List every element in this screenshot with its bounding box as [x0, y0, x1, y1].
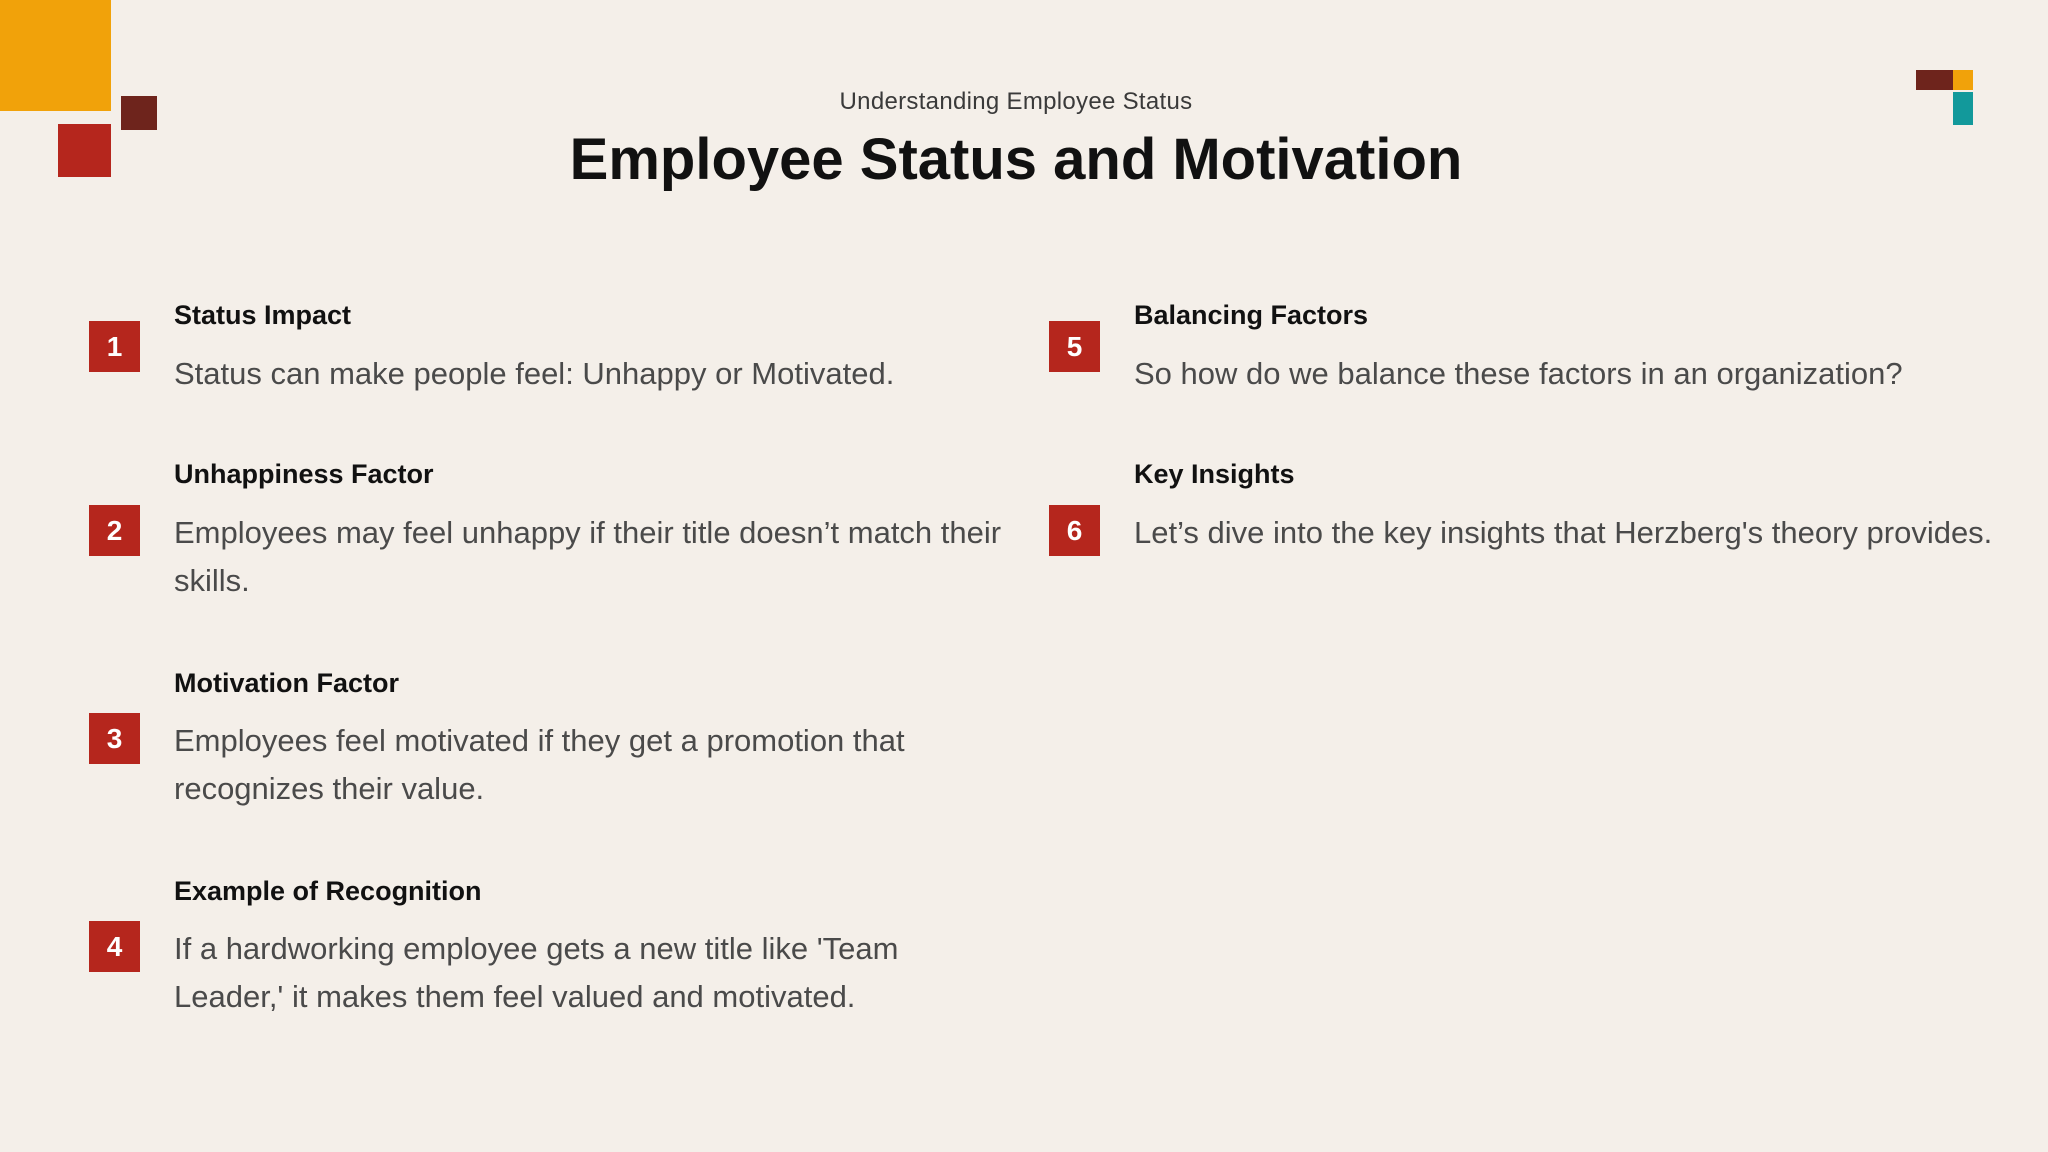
item-number-badge: 5	[1049, 321, 1100, 372]
item-body: Status can make people feel: Unhappy or Motivated.	[174, 356, 895, 391]
item-body: If a hardworking employee gets a new title like 'Team Leader,' it makes them feel valued and motivated.	[174, 931, 899, 1014]
item-heading: Motivation Factor	[174, 668, 400, 698]
slide-title: Employee Status and Motivation	[569, 127, 1463, 192]
item-heading: Key Insights	[1134, 459, 1295, 489]
decor-logo-mark-maroon	[1916, 70, 1953, 90]
item-number-badge: 3	[89, 713, 140, 764]
slide-eyebrow: Understanding Employee Status	[839, 88, 1193, 115]
item-heading: Status Impact	[174, 300, 352, 330]
item-body: Employees may feel unhappy if their title doesn’t match their skills.	[174, 515, 1002, 598]
item-number-badge: 2	[89, 505, 140, 556]
item-number-badge: 4	[89, 921, 140, 972]
item-heading: Example of Recognition	[174, 876, 482, 906]
item-body: Employees feel motivated if they get a promotion that recognizes their value.	[174, 723, 905, 806]
item-body: So how do we balance these factors in an organization?	[1134, 356, 1903, 391]
item-body: Let’s dive into the key insights that Herzberg's theory provides.	[1134, 515, 1993, 550]
item-heading: Unhappiness Factor	[174, 459, 434, 489]
item-heading: Balancing Factors	[1134, 300, 1369, 330]
decor-logo-mark-orange	[1953, 70, 1973, 90]
item-number-badge: 1	[89, 321, 140, 372]
item-number-badge: 6	[1049, 505, 1100, 556]
